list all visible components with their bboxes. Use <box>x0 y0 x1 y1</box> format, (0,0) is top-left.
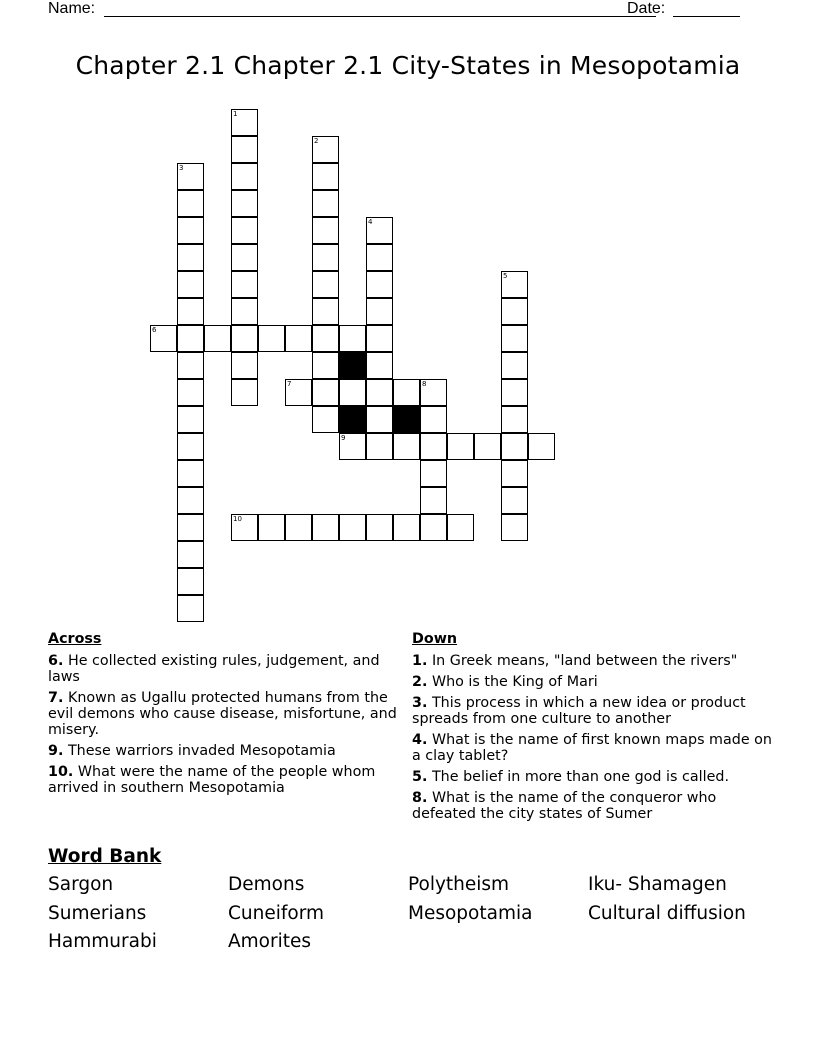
clue-text: What were the name of the people whom arrived in southern Mesopotamia <box>48 764 376 796</box>
crossword-cell[interactable] <box>177 379 204 406</box>
crossword-cell[interactable] <box>177 514 204 541</box>
crossword-cell[interactable] <box>393 379 420 406</box>
crossword-cell[interactable] <box>528 433 555 460</box>
clue-text: These warriors invaded Mesopotamia <box>67 743 336 759</box>
crossword-cell[interactable] <box>177 325 204 352</box>
crossword-cell[interactable] <box>204 325 231 352</box>
clue-number: 8. <box>412 790 428 806</box>
down-clues <box>412 630 772 827</box>
crossword-cell[interactable] <box>366 514 393 541</box>
crossword-cell[interactable] <box>366 244 393 271</box>
crossword-cell[interactable] <box>366 352 393 379</box>
crossword-cell[interactable] <box>312 190 339 217</box>
down-clue-3 <box>412 695 772 727</box>
word-bank-item: Amorites <box>228 931 312 952</box>
clue-text: Known as Ugallu protected humans from the evil demons who cause disease, misfortune, and misery. <box>48 690 397 738</box>
crossword-cell[interactable] <box>177 406 204 433</box>
clue-number-label: 7 <box>287 380 292 388</box>
crossword-cell[interactable] <box>501 352 528 379</box>
crossword-cell[interactable] <box>177 190 204 217</box>
crossword-cell[interactable] <box>231 109 258 136</box>
clue-number-label: 5 <box>503 272 508 280</box>
across-clue-9 <box>48 743 398 759</box>
down-clue-2 <box>412 674 772 690</box>
crossword-black-cell <box>339 406 366 433</box>
crossword-cell[interactable] <box>312 217 339 244</box>
down-clue-4 <box>412 732 772 764</box>
crossword-cell[interactable] <box>312 325 339 352</box>
crossword-black-cell <box>339 352 366 379</box>
across-clue-10 <box>48 764 398 796</box>
down-heading: Down <box>412 631 458 647</box>
crossword-cell[interactable] <box>501 379 528 406</box>
clue-number-label: 2 <box>314 137 319 145</box>
crossword-cell[interactable] <box>231 190 258 217</box>
clue-text: What is the name of the conqueror who defeated the city states of Sumer <box>412 790 717 822</box>
crossword-cell[interactable] <box>420 514 447 541</box>
crossword-cell[interactable] <box>312 406 339 433</box>
clue-text: What is the name of first known maps made on a clay tablet? <box>412 732 772 764</box>
crossword-cell[interactable] <box>258 514 285 541</box>
crossword-cell[interactable] <box>501 325 528 352</box>
crossword-cell[interactable] <box>312 136 339 163</box>
crossword-cell[interactable] <box>501 271 528 298</box>
crossword-cell[interactable] <box>339 514 366 541</box>
down-clue-5 <box>412 769 772 785</box>
crossword-cell[interactable] <box>366 406 393 433</box>
crossword-cell[interactable] <box>231 271 258 298</box>
across-clue-6 <box>48 653 398 685</box>
crossword-cell[interactable] <box>231 514 258 541</box>
crossword-cell[interactable] <box>393 514 420 541</box>
clue-number: 9. <box>48 743 64 759</box>
word-bank-item: Demons <box>228 874 305 895</box>
crossword-cell[interactable] <box>177 352 204 379</box>
clue-number: 5. <box>412 769 428 785</box>
crossword-cell[interactable] <box>339 379 366 406</box>
crossword-cell[interactable] <box>177 244 204 271</box>
crossword-cell[interactable] <box>312 298 339 325</box>
across-heading: Across <box>48 631 102 647</box>
word-bank-item: Polytheism <box>408 874 510 895</box>
crossword-cell[interactable] <box>177 595 204 622</box>
crossword-grid <box>150 109 560 629</box>
crossword-cell[interactable] <box>231 136 258 163</box>
crossword-cell[interactable] <box>420 406 447 433</box>
clue-number: 10. <box>48 764 74 780</box>
word-bank-item: Iku- Shamagen <box>588 874 727 895</box>
clue-number-label: 8 <box>422 380 427 388</box>
word-bank-item: Mesopotamia <box>408 902 533 924</box>
crossword-black-cell <box>393 406 420 433</box>
crossword-cell[interactable] <box>501 298 528 325</box>
crossword-cell[interactable] <box>366 379 393 406</box>
clue-number-label: 9 <box>341 434 346 442</box>
crossword-cell[interactable] <box>177 163 204 190</box>
crossword-cell[interactable] <box>420 487 447 514</box>
clue-number-label: 3 <box>179 164 184 172</box>
crossword-cell[interactable] <box>339 433 366 460</box>
crossword-cell[interactable] <box>231 379 258 406</box>
word-bank-item: Hammurabi <box>48 931 157 952</box>
crossword-cell[interactable] <box>393 433 420 460</box>
crossword-cell[interactable] <box>231 298 258 325</box>
worksheet-header <box>48 0 748 22</box>
crossword-cell[interactable] <box>366 298 393 325</box>
crossword-cell[interactable] <box>474 433 501 460</box>
crossword-cell[interactable] <box>312 352 339 379</box>
crossword-cell[interactable] <box>447 433 474 460</box>
crossword-cell[interactable] <box>231 352 258 379</box>
crossword-cell[interactable] <box>312 514 339 541</box>
word-bank-title: Word Bank <box>48 846 162 867</box>
page-title: Chapter 2.1 Chapter 2.1 City-States in Mesopotamia <box>75 51 741 80</box>
crossword-cell[interactable] <box>231 217 258 244</box>
down-clue-8 <box>412 790 772 822</box>
crossword-cell[interactable] <box>285 325 312 352</box>
crossword-cell[interactable] <box>150 325 177 352</box>
date-blank-line <box>673 16 740 17</box>
crossword-cell[interactable] <box>501 433 528 460</box>
across-clue-7 <box>48 690 398 738</box>
crossword-cell[interactable] <box>258 325 285 352</box>
word-bank-item: Cuneiform <box>228 902 325 924</box>
crossword-cell[interactable] <box>312 379 339 406</box>
across-clues <box>48 630 398 801</box>
crossword-cell[interactable] <box>420 379 447 406</box>
crossword-cell[interactable] <box>447 514 474 541</box>
crossword-cell[interactable] <box>501 487 528 514</box>
crossword-cell[interactable] <box>231 163 258 190</box>
clue-number: 1. <box>412 653 428 669</box>
word-bank <box>48 873 788 954</box>
crossword-cell[interactable] <box>501 406 528 433</box>
down-clue-1 <box>412 653 772 669</box>
name-blank-line <box>104 16 656 17</box>
clue-number: 2. <box>412 674 428 690</box>
clue-text: In Greek means, "land between the rivers" <box>431 653 738 669</box>
crossword-cell[interactable] <box>501 514 528 541</box>
crossword-cell[interactable] <box>177 460 204 487</box>
clue-number: 6. <box>48 653 64 669</box>
crossword-cell[interactable] <box>177 298 204 325</box>
crossword-cell[interactable] <box>177 217 204 244</box>
crossword-cell[interactable] <box>177 271 204 298</box>
name-label: Name: <box>48 0 96 17</box>
clue-number-label: 10 <box>233 515 242 523</box>
clue-text: Who is the King of Mari <box>431 674 598 690</box>
crossword-cell[interactable] <box>177 541 204 568</box>
clue-text: This process in which a new idea or product spreads from one culture to another <box>412 695 746 727</box>
crossword-cell[interactable] <box>420 460 447 487</box>
crossword-cell[interactable] <box>501 460 528 487</box>
crossword-cell[interactable] <box>231 244 258 271</box>
word-bank-item: Sumerians <box>48 902 147 924</box>
crossword-cell[interactable] <box>312 244 339 271</box>
clue-number-label: 1 <box>233 110 238 118</box>
clue-number-label: 4 <box>368 218 373 226</box>
clue-number: 4. <box>412 732 428 748</box>
date-label: Date: <box>627 0 666 17</box>
clue-number-label: 6 <box>152 326 157 334</box>
clue-text: He collected existing rules, judgement, and laws <box>48 653 380 685</box>
crossword-cell[interactable] <box>420 433 447 460</box>
crossword-cell[interactable] <box>366 217 393 244</box>
crossword-cell[interactable] <box>339 325 366 352</box>
word-bank-item: Sargon <box>48 874 114 895</box>
crossword-cell[interactable] <box>285 379 312 406</box>
crossword-cell[interactable] <box>312 271 339 298</box>
crossword-cell[interactable] <box>366 271 393 298</box>
crossword-cell[interactable] <box>285 514 312 541</box>
crossword-cell[interactable] <box>177 433 204 460</box>
crossword-cell[interactable] <box>366 325 393 352</box>
crossword-cell[interactable] <box>231 325 258 352</box>
crossword-cell[interactable] <box>312 163 339 190</box>
crossword-cell[interactable] <box>366 433 393 460</box>
crossword-cell[interactable] <box>177 487 204 514</box>
crossword-cell[interactable] <box>177 568 204 595</box>
word-bank-item: Cultural diffusion <box>588 902 746 924</box>
clue-number: 3. <box>412 695 428 711</box>
clue-text: The belief in more than one god is called. <box>431 769 729 785</box>
clue-number: 7. <box>48 690 64 706</box>
